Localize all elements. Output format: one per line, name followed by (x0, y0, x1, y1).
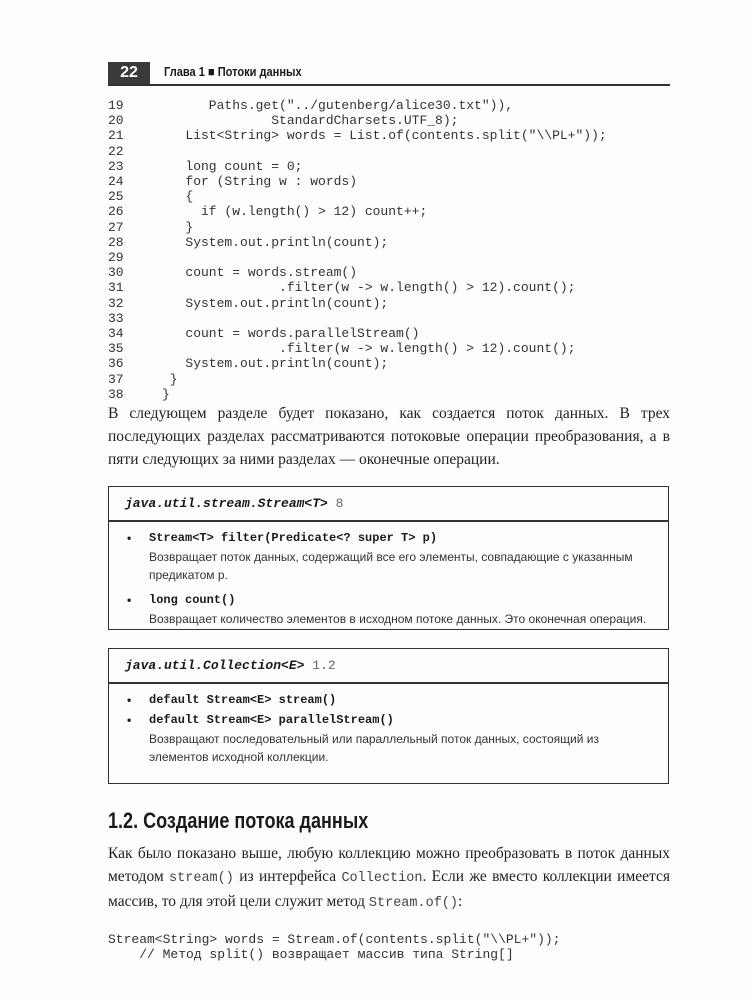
inline-code: Collection (341, 871, 423, 886)
method-signature: • default Stream<E> stream() (125, 690, 652, 710)
code-snippet (108, 932, 560, 962)
class-name: java.util.stream.Stream<T> (125, 496, 328, 511)
code-text: System.out.println(count); (162, 234, 389, 250)
line-number: 21 (108, 128, 124, 144)
code-line (108, 265, 607, 280)
running-header (108, 62, 670, 86)
line-number: 28 (108, 234, 124, 250)
api-box-header (109, 487, 668, 522)
api-box-stream (108, 486, 669, 630)
code-line (108, 98, 607, 113)
chapter-title: Глава 1 ■ Потоки данных (164, 64, 302, 79)
code-line (108, 311, 607, 326)
method-description: Возвращают последовательный или параллельный поток данных, состоящий из элементов исходной коллекции. (149, 732, 599, 764)
code-text: } (162, 371, 178, 387)
line-number: 23 (108, 158, 124, 174)
version: 1.2 (312, 658, 336, 673)
code-line (108, 174, 607, 189)
code-text: System.out.println(count); (162, 295, 389, 311)
code-line (108, 280, 607, 295)
line-number: 36 (108, 356, 124, 372)
inline-code: stream() (169, 871, 234, 886)
code-line: // Метод split() возвращает массив типа String[] (108, 947, 514, 963)
inline-code: Stream.of() (368, 896, 459, 911)
code-text: .filter(w -> w.length() > 12).count(); (162, 280, 576, 296)
code-text: List<String> words = List.of(contents.split("\\PL+")); (162, 128, 607, 144)
text: из интерфейса (233, 868, 342, 885)
code-text: if (w.length() > 12) count++; (162, 204, 428, 220)
code-line (108, 220, 607, 235)
code-line (108, 189, 607, 204)
page-number: 22 (108, 62, 150, 84)
section-heading: 1.2. Создание потока данных (108, 808, 369, 833)
line-number: 19 (108, 98, 124, 113)
code-text: count = words.stream() (162, 265, 358, 281)
api-box-collection (108, 648, 669, 784)
method-description: Возвращает поток данных, содержащий все его элементы, совпадающие с указанным предикатом p. (149, 550, 633, 582)
line-number: 25 (108, 189, 124, 205)
code-line (108, 356, 607, 371)
code-line (108, 250, 607, 265)
code-listing (108, 98, 607, 402)
code-text: System.out.println(count); (162, 356, 389, 372)
line-number: 35 (108, 341, 124, 357)
code-text: .filter(w -> w.length() > 12).count(); (162, 341, 576, 357)
code-text: { (162, 189, 194, 205)
line-number: 20 (108, 113, 124, 129)
line-number: 22 (108, 143, 124, 159)
method-signature: • Stream<T> filter(Predicate<? super T> p) (125, 528, 652, 548)
code-line (108, 204, 607, 219)
line-number: 27 (108, 219, 124, 235)
line-number: 31 (108, 280, 124, 296)
version: 8 (335, 496, 344, 511)
line-number: 38 (108, 386, 124, 402)
method-signature: • default Stream<E> parallelStream() (125, 710, 652, 730)
code-line (108, 235, 607, 250)
code-text: } (162, 386, 170, 402)
code-line: Stream<String> words = Stream.of(contents.split("\\PL+")); (108, 932, 561, 947)
method-signature: • long count() (125, 590, 652, 610)
class-name: java.util.Collection<E> (125, 658, 305, 673)
paragraph: В следующем разделе будет показано, как создается поток данных. В трех последующих разделах рассматриваются потоковые операции преобразования, а в пяти следующих за ними разделах — оконечные операции. (108, 405, 670, 468)
line-number: 29 (108, 250, 124, 266)
code-text: count = words.parallelStream() (162, 326, 420, 342)
code-line (108, 387, 607, 402)
api-box-header (109, 649, 668, 684)
code-text: } (162, 219, 194, 235)
code-line (108, 113, 607, 128)
code-text: StandardCharsets.UTF_8); (162, 113, 459, 129)
method-description: Возвращает количество элементов в исходном потоке данных. Это оконечная операция. (149, 612, 647, 626)
code-text: long count = 0; (162, 158, 303, 174)
line-number: 32 (108, 295, 124, 311)
code-line (108, 341, 607, 356)
code-text: for (String w : words) (162, 174, 358, 190)
code-line (108, 372, 607, 387)
code-line (108, 128, 607, 143)
line-number: 24 (108, 174, 124, 190)
code-line (108, 296, 607, 311)
code-line (108, 326, 607, 341)
paragraph (108, 842, 670, 915)
text: : (458, 893, 463, 910)
text: . Если же вместо коллекции имеется массив, то для этой цели служит метод (108, 868, 670, 910)
code-text: Paths.get("../gutenberg/alice30.txt")), (162, 98, 514, 113)
line-number: 33 (108, 310, 124, 326)
line-number: 37 (108, 371, 124, 387)
code-line (108, 159, 607, 174)
line-number: 34 (108, 326, 124, 342)
line-number: 30 (108, 265, 124, 281)
code-line (108, 144, 607, 159)
line-number: 26 (108, 204, 124, 220)
text: Как было показано выше, любую коллекцию можно преобразовать в поток данных методом (108, 845, 670, 885)
